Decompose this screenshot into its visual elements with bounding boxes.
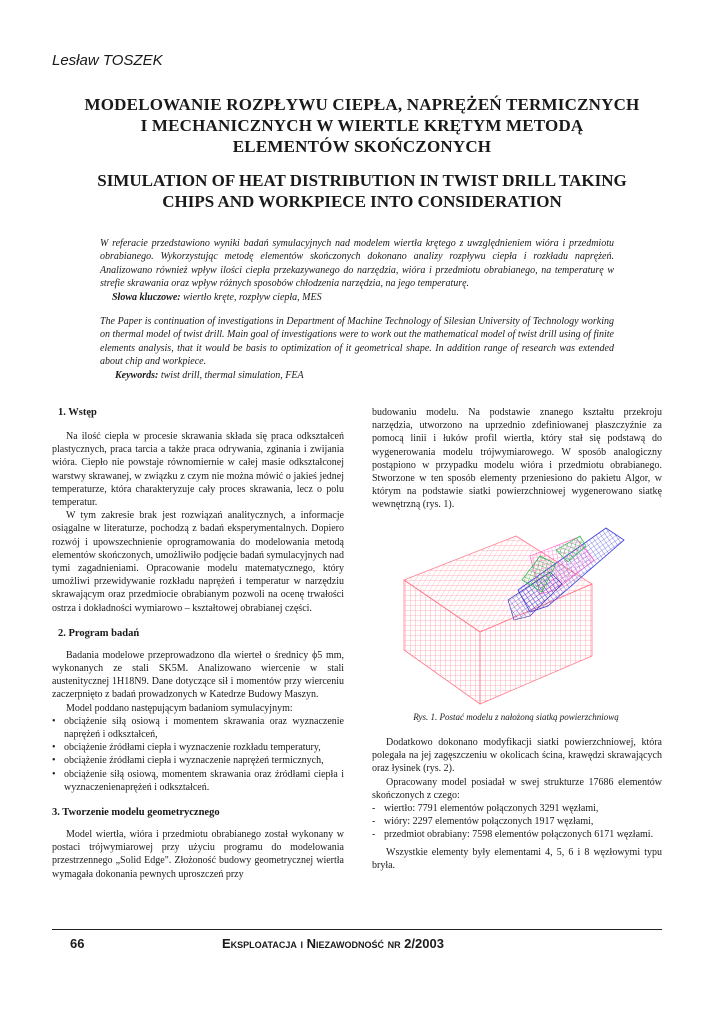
element-count-list [372,802,662,842]
journal-name: Eksploatacja i Niezawodność nr 2/2003 [222,936,444,951]
bullet-marker: • [52,715,56,727]
keywords-polish [112,291,322,304]
list-item-text: obciążenie źródłami ciepła i wyznaczenie rozkładu temperatury, [64,742,321,754]
keywords-en-text: twist drill, thermal simulation, FEA [160,370,304,381]
keywords-pl-text: wiertło kręte, rozpływ ciepła, MES [183,292,322,303]
abstract-polish: W referacie przedstawiono wyniki badań symulacyjnych nad modelem wiertła krętego z uwzględnieniem wióra i przedmiotu obrabianego. Wykorzystując metodę elementów skończonych dokonano analizy rozpływu ciepła i rozkładu naprężeń. Analizowano również wpływ ilości ciepła przekazywanego do narzędzia, wióra i przedmiotu obrabianego, na temperaturę w strefie skrawania oraz wpływ różnych sposobów chłodzenia narzędzia, na jego temperaturę. [100,238,614,289]
list-item-text: obciążenie źródłami ciepła i wyznaczenie naprężeń termicznych, [64,755,324,767]
dash-marker: - [372,829,376,841]
paragraph: Na ilość ciepła w procesie skrawania składa się praca odkształceń plastycznych, praca tarcia a także praca odrywania, zginania i zwijania wióra. Ciepło nie powstaje równomiernie w całej masie odkształconej warstwy skrawanej, w związku z czym nie można mówić o jakieś jednej temperaturze, która charakteryzuje cały proces skrawania, lecz o polu temperatur. [52,431,344,509]
title-english [40,170,684,212]
paragraph: Dodatkowo dokonano modyfikacji siatki powierzchniowej, która polegała na jej zagęszczeniu w okolicach ścina, krawędzi skrawających oraz łysinek (rys. 2). [372,737,662,775]
figure-1-caption: Rys. 1. Postać modelu z nałożoną siatką powierzchniową [413,712,619,722]
paragraph: Badania modelowe przeprowadzono dla wierteł o średnicy ϕ5 mm, wykonanych ze stali SK5M. Analizowano wiercenie w stali austenitycznej 1H18N9. Dane dotyczące sił i momentów przy wierceniu zaczerpnięto z badań prowadzonych w Katedrze Budowy Maszyn. [52,649,344,701]
paragraph: W tym zakresie brak jest rozwiązań analitycznych, a informacje osiągalne w literaturze, pochodzą z badań eksperymentalnych. Dopiero rozwój i upowszechnienie oprogramowania do modelowania metodą elementów skończonych, umożliwiło podjęcie badań symulacyjnych nad tymi zagadnieniami. Opracowanie modelu matematycznego, który umożliwi przewidywanie rozkładu naprężeń i temperatur w narzędziu skrawającym oraz przedmiocie obrabianym pozwoli na ocenę trwałości ostrza i dokładności wymiarowo – kształtowej obrabianej części. [52,510,344,614]
bullet-marker: • [52,768,56,780]
list-item [372,802,662,815]
list-item [372,815,662,828]
list-item [52,715,344,741]
list-item [52,741,344,754]
title-pl-line: MODELOWANIE ROZPŁYWU CIEPŁA, NAPRĘŻEŃ TERMICZNYCH [84,95,640,114]
left-column [52,406,344,881]
abstract-english: The Paper is continuation of investigations in Department of Machine Technology of Silesian University of Technology working on thermal model of twist drill. Main goal of investigations were to work out the mathematical model of twist drill using of finite elements analysis, that it would be basis to optimization of it geometrical shape. In addition range of research was extended about chip and workpiece. [100,316,614,367]
keywords-en-label: Keywords: [115,370,159,381]
section-1-heading: 1. Wstęp [58,407,97,418]
list-item [52,768,344,794]
list-item-text: przedmiot obrabiany: 7598 elementów połączonych 6171 węzłami. [384,829,654,841]
page-number: 66 [70,936,85,951]
paragraph: Opracowany model posiadał w swej strukturze 17686 elementów skończonych z czego: [372,776,662,801]
paragraph: budowaniu modelu. Na podstawie znanego kształtu przekroju narzędzia, utworzono na uprzednio zdefiniowanej płaszczyźnie za pomocą linii i łuków profil wiertła, który stał się podstawą do wygenerowania modelu trójwymiarowego. W sposób analogiczny postąpiono w przypadku modelu wióra i przedmiotu obrabianego. Stworzone w ten sposób elementy przeniesiono do pakietu Algor, w którym na podstawie siatki powierzchniowej wygenerowano siatkę wewnętrzną (rys. 1). [372,407,662,511]
list-item [52,754,344,767]
list-item-text: wiertło: 7791 elementów połączonych 3291 węzłami, [384,803,599,815]
footer-rule [52,929,662,930]
title-pl-line: ELEMENTÓW SKOŃCZONYCH [232,137,492,156]
bullet-marker: • [52,755,56,767]
figure-1-mesh-model [380,520,660,710]
right-column-bottom [372,736,662,872]
keywords-pl-label: Słowa kluczowe: [112,292,181,303]
title-en-line: CHIPS AND WORKPIECE INTO CONSIDERATION [162,192,562,211]
section-3-heading: 3. Tworzenie modelu geometrycznego [52,807,220,819]
list-item-text: obciążenie siłą osiową i momentem skrawania oraz wyznaczenie naprężeń i odkształceń, [64,715,344,741]
bullet-marker: • [52,742,56,754]
bullet-list [52,715,344,794]
list-item [372,828,662,841]
section-2-heading: 2. Program badań [58,627,140,639]
keywords-english [115,369,304,382]
list-item-text: obciążenie siłą osiową, momentem skrawania oraz źródłami ciepła i wyznaczenienaprężeń i odkształceń. [64,768,344,793]
paragraph: Model poddano następującym badaniom symulacyjnym: [66,702,293,714]
right-column-top [372,406,662,512]
title-pl-line: I MECHANICZNYCH W WIERTLE KRĘTYM METODĄ [140,116,584,135]
paragraph: Model wiertła, wióra i przedmiotu obrabianego został wykonany w postaci trójwymiarowej przy użyciu programu do modelowania przestrzennego „Solid Edge". Złożoność budowy geometrycznej wiertła wymagała dokonania pewnych uproszczeń przy [52,829,344,880]
dash-marker: - [372,803,376,815]
paragraph: Wszystkie elementy były elementami 4, 5, 6 i 8 węzłowymi typu bryła. [372,846,662,871]
title-en-line: SIMULATION OF HEAT DISTRIBUTION IN TWIST DRILL TAKING [97,171,627,190]
dash-marker: - [372,816,376,828]
author-name: Lesław TOSZEK [52,52,163,69]
title-polish [40,94,684,157]
list-item-text: wióry: 2297 elementów połączonych 1917 węzłami, [384,816,594,828]
